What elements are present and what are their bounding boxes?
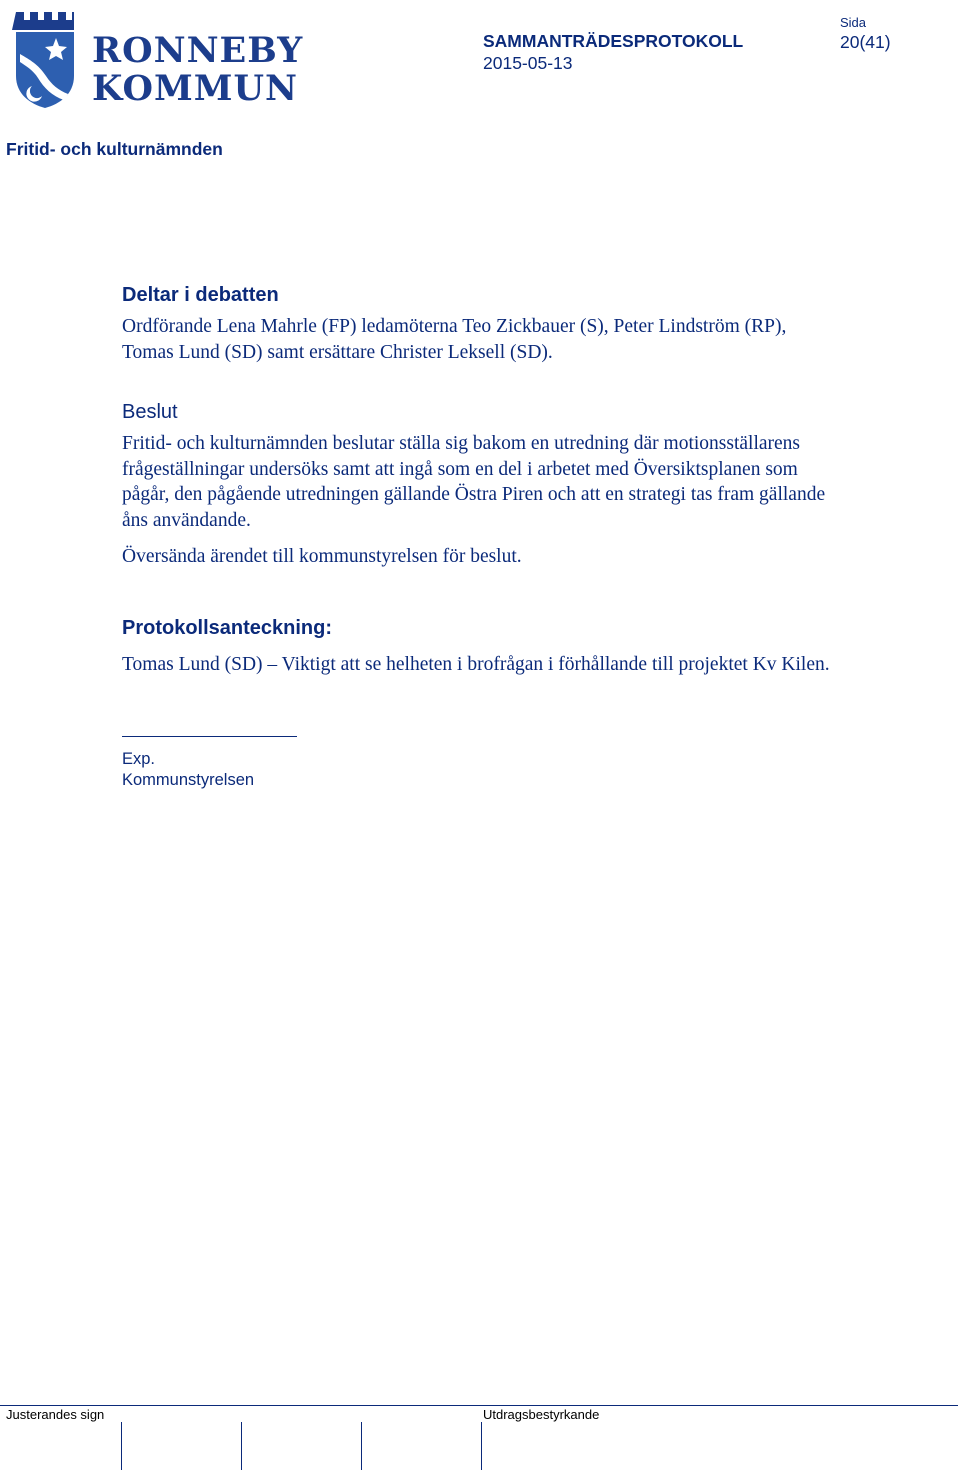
- signature-field-divider: [361, 1422, 362, 1470]
- logo-wordmark: [92, 32, 303, 108]
- debate-text: Ordförande Lena Mahrle (FP) ledamöterna Teo Zickbauer (S), Peter Lindström (RP), Tomas Lund (SD) samt ersättare Christer Leksell (SD).: [122, 316, 787, 363]
- logo-line-2: KOMMUN: [92, 68, 298, 109]
- page-label: Sida: [840, 15, 867, 30]
- signature-rule: [122, 736, 297, 737]
- signature-field-divider: [121, 1422, 122, 1470]
- expedition-label: Exp.: [122, 750, 156, 768]
- decision-text-2: Översända ärendet till kommunstyrelsen för beslut.: [122, 546, 522, 567]
- ronneby-kommun-logo: [12, 8, 304, 110]
- decision-heading: Beslut: [122, 401, 178, 423]
- page-number: 20(41): [840, 32, 891, 52]
- expedition-recipient: Kommunstyrelsen: [122, 771, 255, 789]
- decision-text: Fritid- och kulturnämnden beslutar ställa sig bakom en utredning där motionsställarens frågeställningar undersöks samt att ingå som en del i arbetet med Översiktsplanen som pågår, den pågående utredningen gällande Östra Piren och att en strategi tas fram gällande åns användande.: [122, 433, 826, 531]
- justerandes-sign-label: Justerandes sign: [6, 1407, 105, 1422]
- signature-field-divider: [481, 1422, 482, 1470]
- document-type: SAMMANTRÄDESPROTOKOLL: [483, 31, 744, 51]
- ronneby-coat-of-arms-icon: [12, 8, 78, 110]
- committee-name: Fritid- och kulturnämnden: [6, 139, 223, 159]
- utdragsbestyrkande-label: Utdragsbestyrkande: [483, 1407, 600, 1422]
- note-heading: Protokollsanteckning:: [122, 617, 333, 639]
- note-text: Tomas Lund (SD) – Viktigt att se helheten i brofrågan i förhållande till projektet Kv Kilen.: [122, 654, 830, 675]
- debate-heading: Deltar i debatten: [122, 284, 279, 306]
- footer-divider: [0, 1405, 958, 1406]
- meeting-date: 2015-05-13: [483, 53, 573, 73]
- signature-field-divider: [241, 1422, 242, 1470]
- logo-line-1: RONNEBY: [92, 30, 304, 71]
